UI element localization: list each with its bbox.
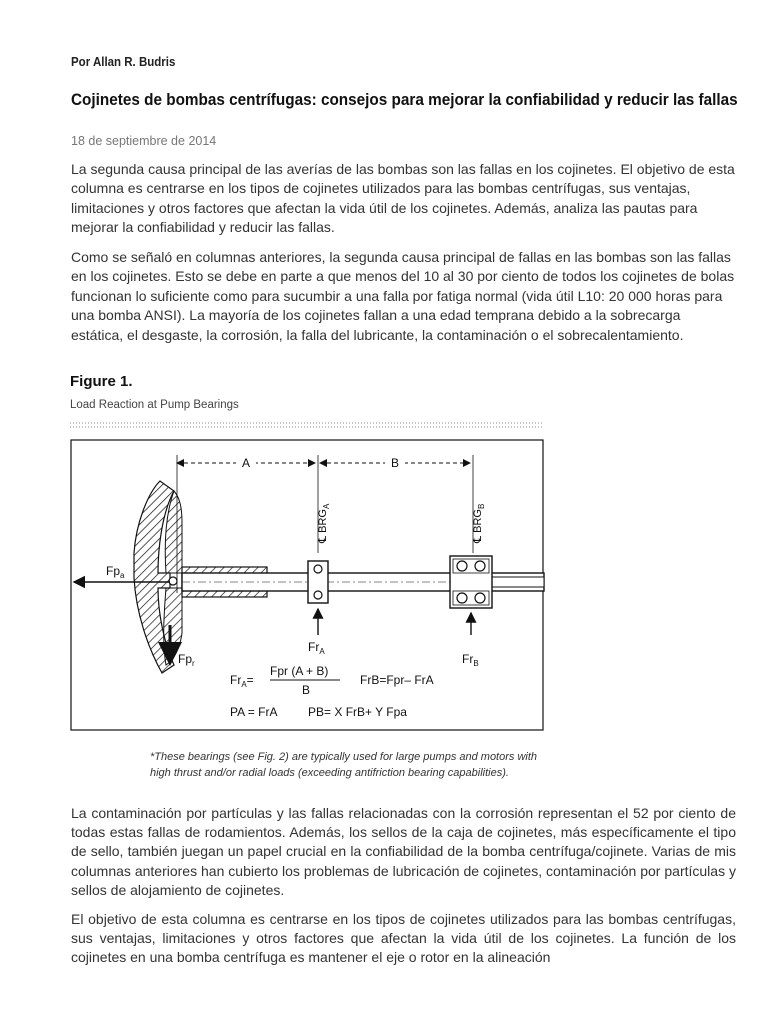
dim-b-label: B bbox=[390, 456, 400, 470]
impeller-nut-icon bbox=[169, 577, 177, 585]
article-title: Cojinetes de bombas centrífugas: consejos para mejorar la confiabilidad y reducir las fallas bbox=[71, 90, 738, 109]
dim-a-label: A bbox=[241, 456, 251, 470]
frb-label: $Fr_B$ bbox=[462, 652, 479, 668]
eq-fra-lhs: $Fr_A=$ bbox=[230, 673, 254, 689]
figure-subtitle: Load Reaction at Pump Bearings bbox=[70, 399, 239, 411]
paragraph-contamination: La contaminación por partículas y las fallas relacionadas con la corrosión representan el 52 por ciento de todas estas fallas de rodamientos. Además, los sellos de la caja de cojinetes, más específicamente el tipo de sello, también juegan un papel crucial en la confiabilidad de la bomba centrífuga/cojinete. Varias de mis columnas anteriores han cubierto los problemas de lubricación de cojinetes, contaminación por partículas y sellos de alojamiento de cojinetes. bbox=[71, 805, 736, 898]
eq-pb: PB= X FrB+ Y Fpa bbox=[308, 705, 407, 719]
figure-1 bbox=[70, 373, 545, 793]
fpa-label: $Fp_a$ bbox=[106, 564, 125, 580]
brg-a-label: ℄ $BRG_A$ bbox=[317, 503, 331, 543]
eq-frb: FrB=Fpr– FrA bbox=[360, 673, 434, 687]
publish-date: 18 de septiembre de 2014 bbox=[71, 134, 217, 148]
fpr-label: $Fp_r$ bbox=[178, 652, 195, 668]
brg-b-label: ℄ $BRG_B$ bbox=[472, 503, 486, 543]
eq-pa: PA = FrA bbox=[230, 705, 278, 719]
bearing-load-diagram bbox=[70, 373, 545, 745]
bearing-a bbox=[308, 561, 328, 603]
eq-fra-numerator: Fpr (A + B) bbox=[270, 664, 329, 678]
paragraph-intro: La segunda causa principal de las averías de las bombas son las fallas en los cojinetes. El objetivo de esta columna es centrarse en los tipos de cojinetes utilizados para las bombas centrífugas, sus ventajas, limitaciones y otros factores que afectan la vida útil de los cojinetes. Además, analiza las pautas para mejorar la confiabilidad y reducir las fallas. bbox=[71, 161, 735, 236]
paragraph-causes: Como se señaló en columnas anteriores, la segunda causa principal de fallas en las bombas son las fallas en los cojinetes. Esto se debe en parte a que menos del 10 al 30 por ciento de todos los cojinetes de bolas funcionan lo suficiente como para sucumbir a una falla por fatiga normal (vida útil L10: 20 000 horas para una bomba ANSI). La mayoría de los cojinetes fallan a una edad temprana debido a la sobrecarga estática, el desgaste, la corrosión, la falla del lubricante, la contaminación o el sobrecalentamiento. bbox=[71, 249, 735, 343]
figure-heading: Figure 1. bbox=[70, 373, 133, 390]
bearing-b bbox=[450, 556, 492, 608]
fra-label: $Fr_A$ bbox=[308, 640, 325, 656]
figure-footnote: *These bearings (see Fig. 2) are typically used for large pumps and motors with high thrust and/or radial loads (exceeding antifriction bearing capabilities). bbox=[150, 751, 538, 779]
paragraph-objective: El objetivo de esta columna es centrarse en los tipos de cojinetes utilizados para las bombas centrífugas, sus ventajas, limitaciones y otros factores que afectan la vida útil de los cojinetes. La función de los cojinetes en una bomba centrífuga es mantener el eje o rotor en la alineación bbox=[71, 911, 736, 966]
eq-fra-denominator: B bbox=[302, 683, 311, 697]
author-byline: Por Allan R. Budris bbox=[71, 55, 176, 69]
